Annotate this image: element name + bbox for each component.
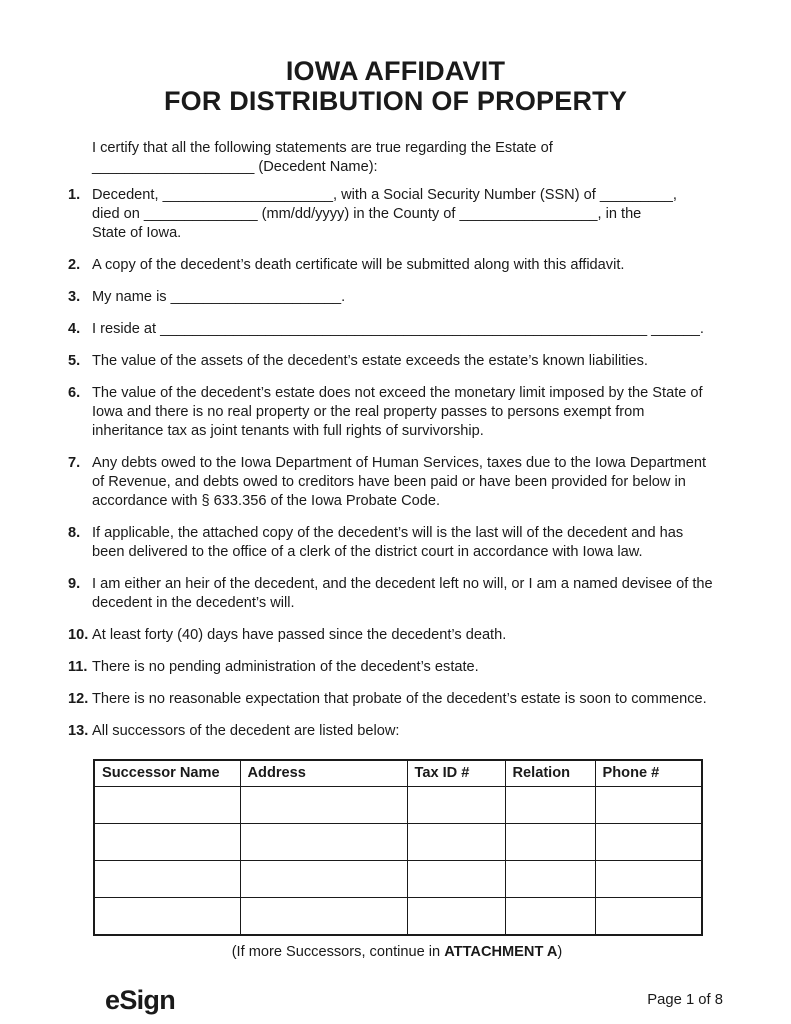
list-item-2 <box>68 256 727 275</box>
item-number: 3. <box>68 289 81 305</box>
table-cell <box>94 824 240 861</box>
table-cell <box>407 787 505 824</box>
table-cell <box>94 898 240 936</box>
list-item-9 <box>68 575 727 613</box>
table-row <box>94 824 702 861</box>
table-cell <box>240 861 407 898</box>
item-number: 5. <box>68 353 81 369</box>
table-row <box>94 861 702 898</box>
item-text <box>92 454 727 511</box>
table-cell <box>505 824 595 861</box>
table-caption-prefix: (If more Successors, continue in <box>231 944 445 960</box>
list-item-13 <box>68 722 727 741</box>
item-number: 8. <box>68 525 81 541</box>
item-text-line: A copy of the decedent’s death certificate will be submitted along with this affidavit. <box>92 257 625 273</box>
item-number: 4. <box>68 321 81 337</box>
item-text-line: Decedent, _____________________, with a Social Security Number (SSN) of _________, <box>92 187 677 203</box>
list-item-12 <box>68 690 727 709</box>
item-text <box>92 384 727 441</box>
document-title <box>0 0 791 116</box>
item-text-line: decedent in the decedent’s will. <box>92 595 295 611</box>
table-cell <box>505 861 595 898</box>
item-text <box>92 690 727 709</box>
item-number: 6. <box>68 385 81 401</box>
document-title-line1: IOWA AFFIDAVIT <box>285 56 506 86</box>
item-text <box>92 352 727 371</box>
table-cell <box>505 787 595 824</box>
item-text-line: If applicable, the attached copy of the decedent’s will is the last will of the decedent and has <box>92 525 684 541</box>
item-text <box>92 722 727 741</box>
list-item-8 <box>68 524 727 562</box>
item-text <box>92 575 727 613</box>
list-item-4 <box>68 320 727 339</box>
list-item-1 <box>68 186 727 243</box>
table-cell <box>595 898 702 936</box>
table-cell <box>407 898 505 936</box>
table-cell <box>240 898 407 936</box>
esign-logo: eSign <box>105 985 176 1015</box>
list-item-5 <box>68 352 727 371</box>
item-text-line: died on ______________ (mm/dd/yyyy) in the County of _________________, in the <box>92 206 642 222</box>
table-caption-suffix: ) <box>557 944 563 960</box>
table-caption-attachment: ATTACHMENT A <box>444 944 558 960</box>
item-text-line: I am either an heir of the decedent, and the decedent left no will, or I am a named devisee of the <box>92 576 713 592</box>
item-text <box>92 186 727 243</box>
item-text-line: State of Iowa. <box>92 225 182 241</box>
list-item-3 <box>68 288 727 307</box>
item-text <box>92 288 727 307</box>
table-cell <box>240 787 407 824</box>
item-text-line: I reside at ____________________________________________________________ ______. <box>92 321 704 337</box>
table-cell <box>595 861 702 898</box>
item-text-line: Iowa and there is no real property or the real property passes to persons exempt from <box>92 404 645 420</box>
table-row <box>94 787 702 824</box>
table-cell <box>407 824 505 861</box>
intro-line1: I certify that all the following statements are true regarding the Estate of <box>92 140 553 156</box>
table-header-cell: Relation <box>505 760 595 787</box>
table-caption <box>93 943 701 962</box>
table-header-row <box>94 760 702 787</box>
item-text-line: inheritance tax as joint tenants with full rights of survivorship. <box>92 423 484 439</box>
successors-table <box>93 759 703 936</box>
item-text-line: My name is _____________________. <box>92 289 346 305</box>
item-text-line: been delivered to the office of a clerk of the district court in accordance with Iowa law. <box>92 544 643 560</box>
table-header-cell: Successor Name <box>94 760 240 787</box>
table-header-cell: Address <box>240 760 407 787</box>
table-cell <box>595 824 702 861</box>
numbered-statements-list <box>0 186 791 741</box>
list-item-10 <box>68 626 727 645</box>
table-row <box>94 898 702 936</box>
item-text-line: At least forty (40) days have passed since the decedent’s death. <box>92 627 507 643</box>
item-text-line: There is no reasonable expectation that probate of the decedent’s estate is soon to commence. <box>92 691 707 707</box>
document-title-line2: FOR DISTRIBUTION OF PROPERTY <box>163 86 628 116</box>
item-number: 7. <box>68 455 81 471</box>
list-item-11 <box>68 658 727 677</box>
item-text-line: accordance with § 633.356 of the Iowa Probate Code. <box>92 493 441 509</box>
table-header-cell: Tax ID # <box>407 760 505 787</box>
item-number: 13. <box>68 723 89 739</box>
item-text-line: Any debts owed to the Iowa Department of Human Services, taxes due to the Iowa Department <box>92 455 707 471</box>
list-item-7 <box>68 454 727 511</box>
intro-paragraph <box>92 139 721 177</box>
item-text-line: There is no pending administration of the decedent’s estate. <box>92 659 479 675</box>
item-text <box>92 524 727 562</box>
item-text <box>92 626 727 645</box>
item-text-line: of Revenue, and debts owed to creditors have been paid or have been provided for below in <box>92 474 686 490</box>
item-text-line: The value of the assets of the decedent’s estate exceeds the estate’s known liabilities. <box>92 353 648 369</box>
page-footer <box>105 985 723 1015</box>
item-number: 1. <box>68 187 81 203</box>
table-cell <box>505 898 595 936</box>
table-cell <box>407 861 505 898</box>
item-number: 2. <box>68 257 81 273</box>
item-text <box>92 658 727 677</box>
table-cell <box>94 787 240 824</box>
item-number: 9. <box>68 576 81 592</box>
item-text <box>92 256 727 275</box>
table-cell <box>240 824 407 861</box>
item-number: 11. <box>68 659 88 675</box>
table-cell <box>595 787 702 824</box>
item-text-line: All successors of the decedent are listed below: <box>92 723 400 739</box>
page-number-label: Page 1 of 8 <box>647 992 723 1008</box>
table-cell <box>94 861 240 898</box>
intro-line2-decedent-name-blank: ____________________ (Decedent Name): <box>92 159 378 175</box>
item-number: 12. <box>68 691 89 707</box>
table-header-cell: Phone # <box>595 760 702 787</box>
item-text-line: The value of the decedent’s estate does not exceed the monetary limit imposed by the State of <box>92 385 703 401</box>
list-item-6 <box>68 384 727 441</box>
item-number: 10. <box>68 627 89 643</box>
item-text <box>92 320 727 339</box>
